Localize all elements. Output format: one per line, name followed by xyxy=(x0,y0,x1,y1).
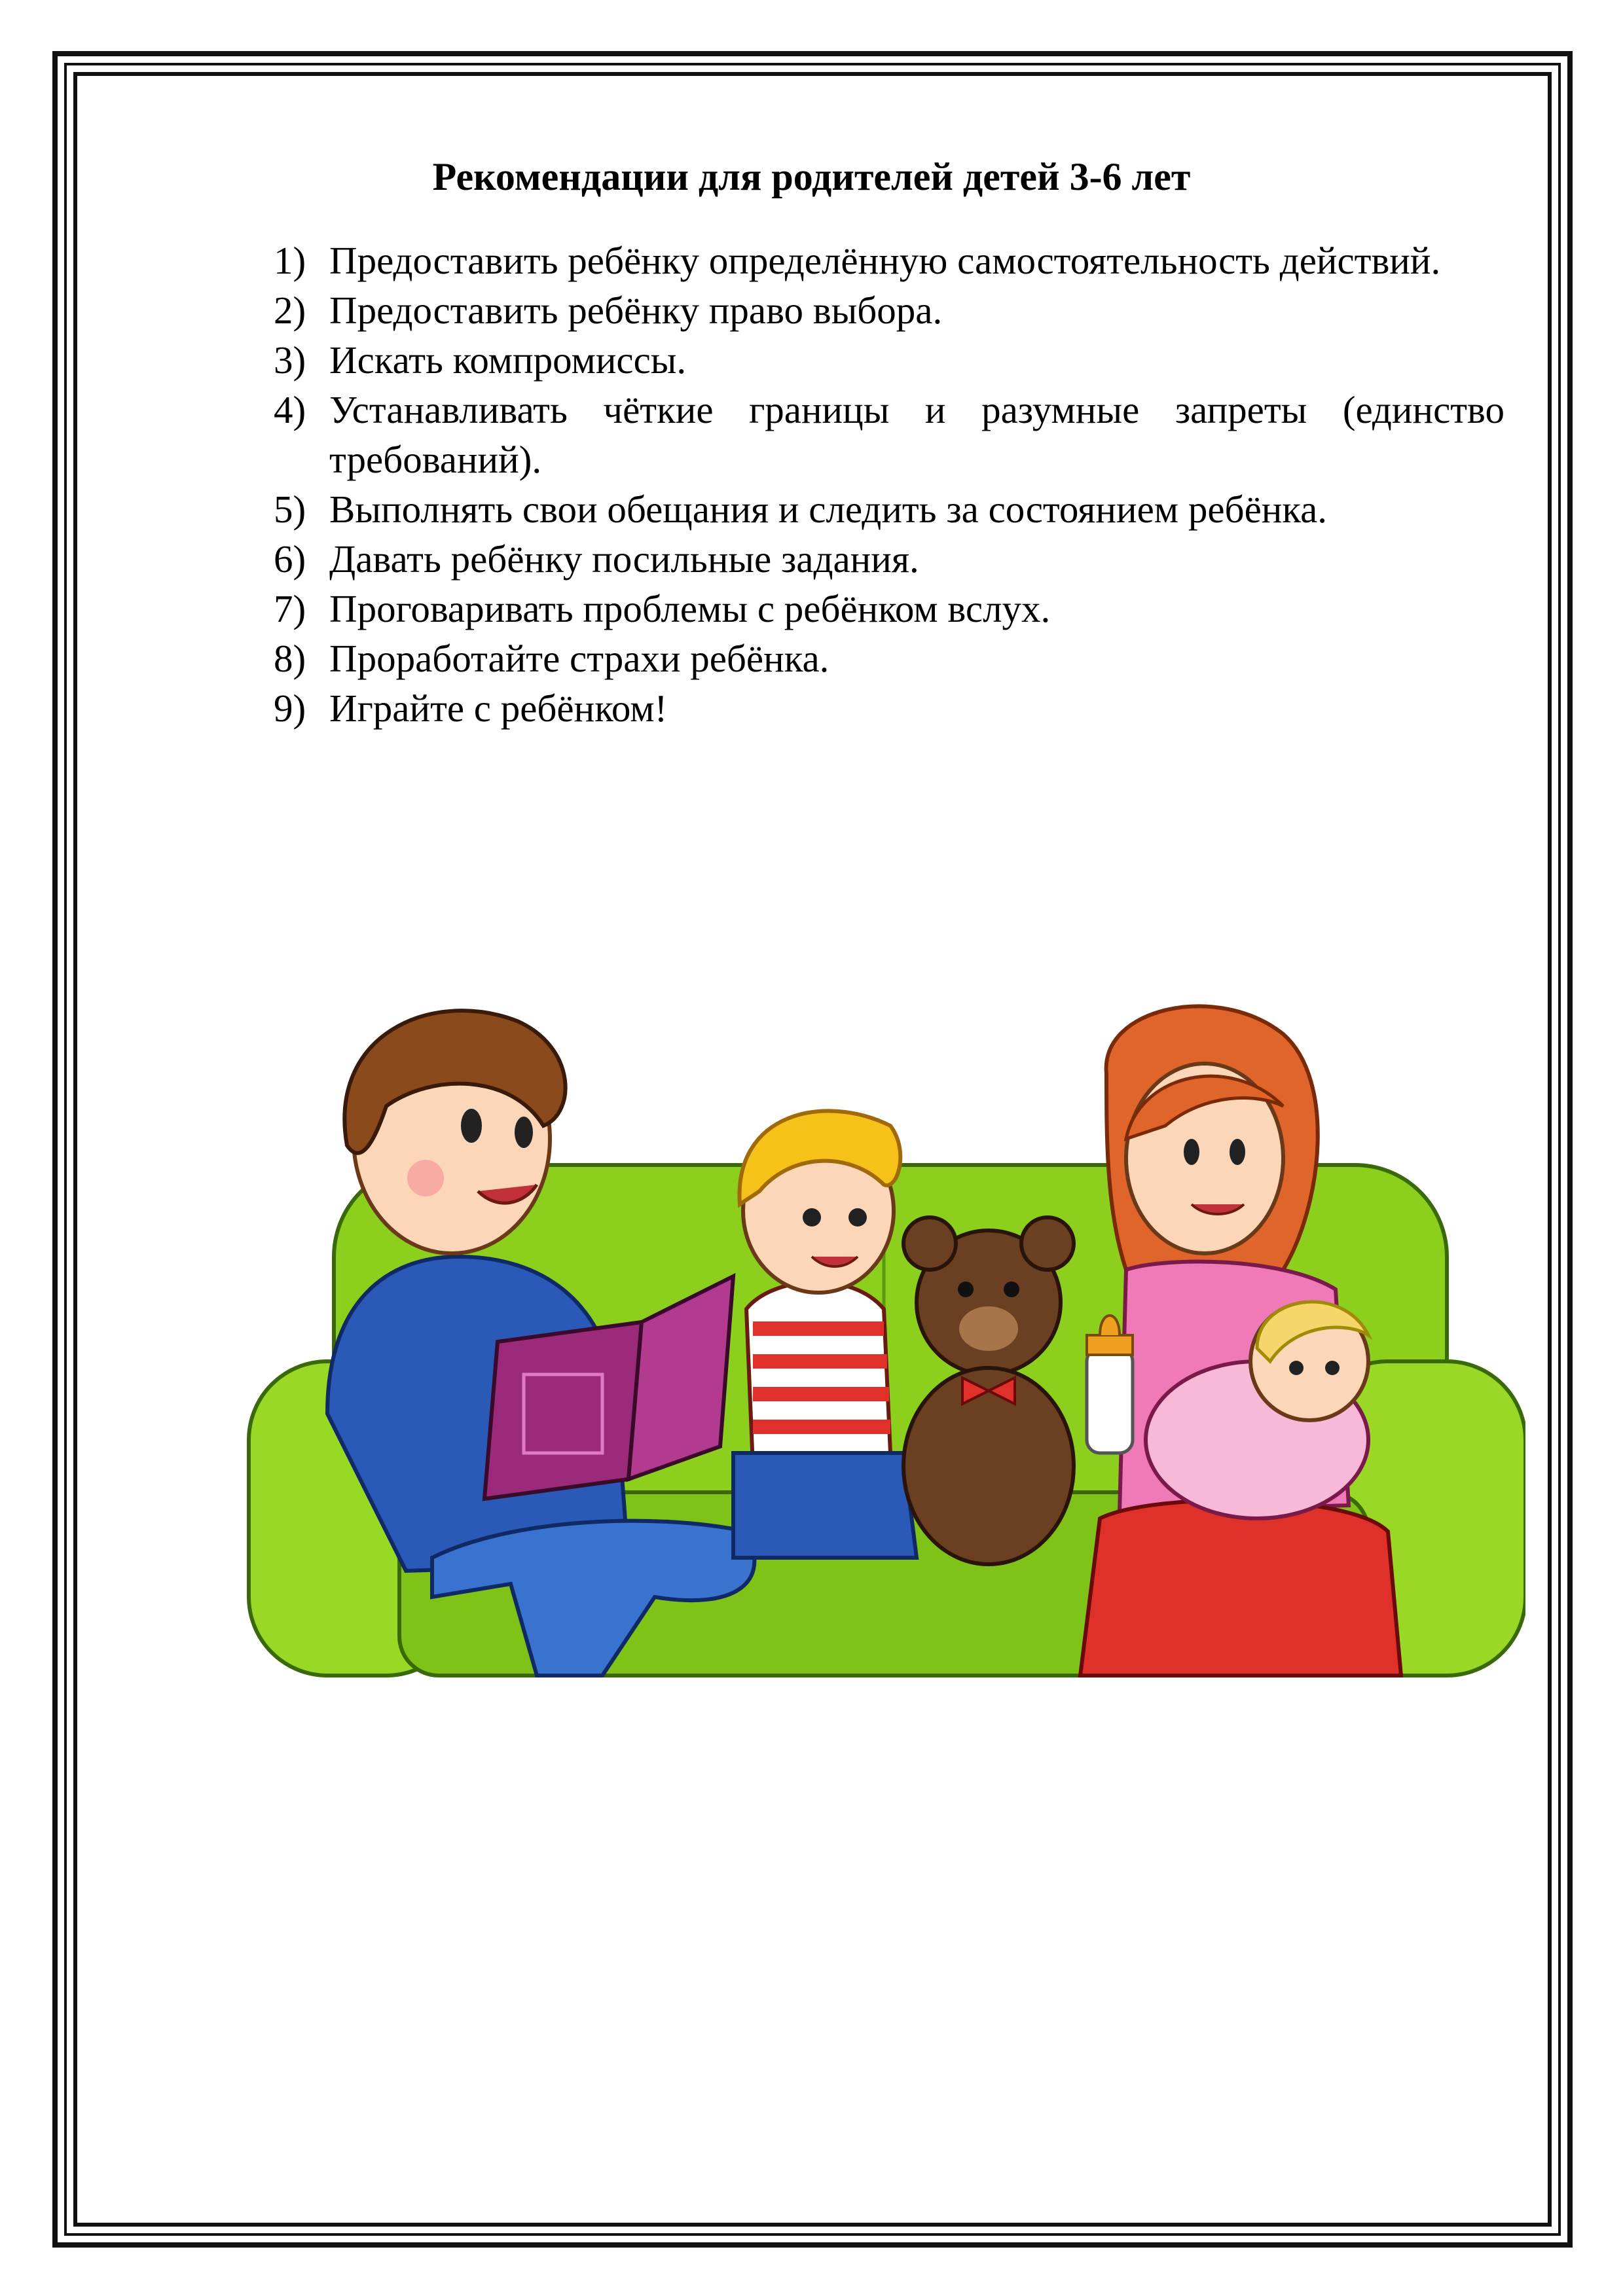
list-item: 1) Предоставить ребёнку определённую самостоятельность действий. xyxy=(274,239,1441,282)
list-item-text: Проработайте страхи ребёнка. xyxy=(329,637,830,680)
baby-bottle xyxy=(1087,1316,1133,1453)
recommendations-list xyxy=(274,236,1504,733)
list-item: 6) Давать ребёнку посильные задания. xyxy=(274,537,919,581)
list-item: 4) Устанавливать чёткие границы и разумные запреты (единство требований). xyxy=(274,388,1504,481)
list-item: 2) Предоставить ребёнку право выбора. xyxy=(274,289,943,332)
list-item-text: Предоставить ребёнку определённую самостоятельность действий. xyxy=(329,239,1441,282)
list-item-text: Искать компромиссы. xyxy=(329,338,687,382)
list-item-text: Предоставить ребёнку право выбора. xyxy=(329,289,943,332)
list-item: 5) Выполнять свои обещания и следить за состоянием ребёнка. xyxy=(274,488,1328,531)
list-item: 3) Искать компромиссы. xyxy=(274,338,687,382)
list-item-text: Играйте с ребёнком! xyxy=(329,687,668,730)
list-item-text: Устанавливать чёткие границы и разумные запреты (единство требований). xyxy=(329,388,1504,481)
list-item-text: Проговаривать проблемы с ребёнком вслух. xyxy=(329,587,1051,630)
list-item-text: Выполнять свои обещания и следить за состоянием ребёнка. xyxy=(329,488,1328,531)
list-item: 8) Проработайте страхи ребёнка. xyxy=(274,637,830,680)
family-on-sofa-illustration xyxy=(236,995,1525,1689)
list-item: 9) Играйте с ребёнком! xyxy=(274,687,668,730)
page-title: Рекомендации для родителей детей 3-6 лет xyxy=(432,155,1191,198)
list-item: 7) Проговаривать проблемы с ребёнком вслух. xyxy=(274,587,1051,630)
list-item-text: Давать ребёнку посильные задания. xyxy=(329,537,919,581)
